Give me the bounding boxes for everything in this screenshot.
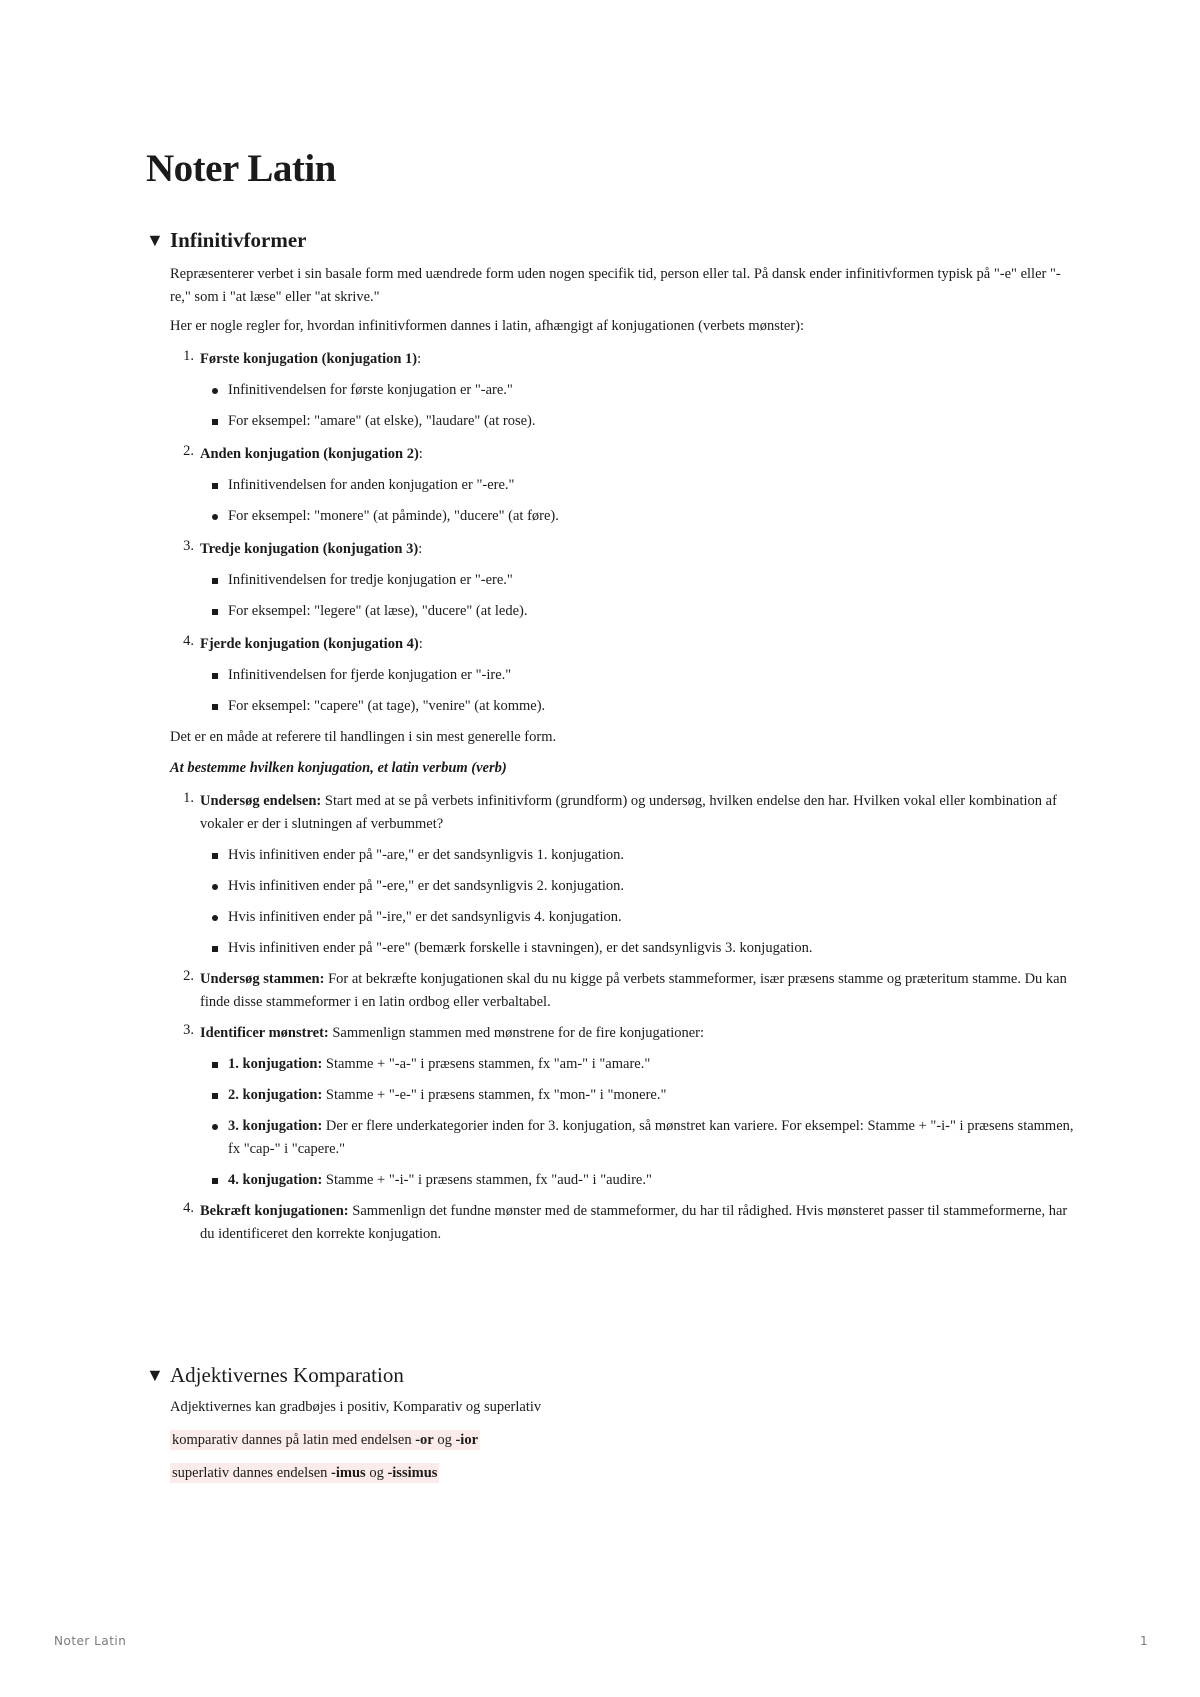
list-number: 3. xyxy=(183,538,194,554)
bullet-list xyxy=(200,1053,1076,1192)
bullet-item xyxy=(200,906,1076,929)
bullet-bold: 1. konjugation: xyxy=(228,1056,323,1072)
list-number: 4. xyxy=(183,1200,194,1216)
bullet-icon xyxy=(212,388,218,394)
bullet-text: Hvis infinitiven ender på "-are," er det sandsynligvis 1. konjugation. xyxy=(228,847,625,863)
conjugation-heading xyxy=(200,633,1076,656)
conjugation-label: Første konjugation (konjugation 1) xyxy=(200,351,418,367)
bullet-item xyxy=(200,937,1076,960)
toggle-header[interactable] xyxy=(146,1360,1076,1390)
bullet-text: Der er flere underkategorier inden for 3. konjugation, så mønstret kan variere. For eksempel: Stamme + "-i-" i præsens stammen, fx "cap-" i "capere." xyxy=(228,1118,1074,1157)
conjugation-label: Anden konjugation (konjugation 2) xyxy=(200,446,419,462)
bullet-icon xyxy=(212,514,218,520)
conjugation-list xyxy=(170,348,1076,718)
list-number: 3. xyxy=(183,1022,194,1038)
conjugation-item xyxy=(170,538,1076,623)
triangle-down-icon[interactable]: ▼ xyxy=(146,1365,164,1385)
bullet-text: Infinitivendelsen for fjerde konjugation er "-ire." xyxy=(228,667,512,683)
bullet-text: Hvis infinitiven ender på "-ere" (bemærk forskelle i stavningen), er det sandsynligvis 3. konjugation. xyxy=(228,940,813,956)
conjugation-item xyxy=(170,633,1076,718)
bullet-text: For eksempel: "monere" (at påminde), "ducere" (at føre). xyxy=(228,508,559,524)
ending-or: -or xyxy=(415,1432,434,1448)
bullet-text: Hvis infinitiven ender på "-ire," er det sandsynligvis 4. konjugation. xyxy=(228,909,622,925)
bullet-item xyxy=(200,844,1076,867)
text: og xyxy=(433,1432,456,1448)
section-heading: Adjektivernes Komparation xyxy=(170,1362,404,1387)
komparation-line-3 xyxy=(170,1462,1076,1485)
step-item xyxy=(170,968,1076,1014)
bullet-icon xyxy=(212,578,218,584)
step-body: Sammenlign stammen med mønstrene for de fire konjugationer: xyxy=(328,1025,705,1041)
conjugation-label: Tredje konjugation (konjugation 3) xyxy=(200,541,419,557)
step-label: Identificer mønstret: xyxy=(200,1025,329,1041)
bullet-list xyxy=(200,474,1076,528)
bullet-text: Stamme + "-a-" i præsens stammen, fx "am-" i "amare." xyxy=(322,1056,651,1072)
ending-imus: -imus xyxy=(331,1465,366,1481)
subheading-text: At bestemme hvilken konjugation, et latin verbum (verb) xyxy=(170,760,507,776)
list-number: 2. xyxy=(183,968,194,984)
toggle-header[interactable] xyxy=(146,225,1076,255)
list-number: 4. xyxy=(183,633,194,649)
komparation-line-2 xyxy=(170,1429,1076,1452)
bullet-item xyxy=(200,695,1076,718)
page-number: 1 xyxy=(1140,1634,1148,1648)
bullet-item xyxy=(200,664,1076,687)
list-number: 1. xyxy=(183,348,194,364)
bullet-text: For eksempel: "capere" (at tage), "venire" (at komme). xyxy=(228,698,546,714)
bullet-icon xyxy=(212,1124,218,1130)
step-label: Bekræft konjugationen: xyxy=(200,1203,349,1219)
bullet-item xyxy=(200,379,1076,402)
bullet-icon xyxy=(212,915,218,921)
step-text xyxy=(200,1200,1076,1246)
bullet-item xyxy=(200,600,1076,623)
colon: : xyxy=(418,541,423,557)
bullet-bold: 2. konjugation: xyxy=(228,1087,323,1103)
bullet-list xyxy=(200,664,1076,718)
bullet-list xyxy=(200,379,1076,433)
bullet-text: Infinitivendelsen for første konjugation er "-are." xyxy=(228,382,513,398)
bullet-bold: 4. konjugation: xyxy=(228,1172,323,1188)
bullet-icon xyxy=(212,1093,218,1099)
triangle-down-icon[interactable]: ▼ xyxy=(146,230,164,250)
step-body: Sammenlign det fundne mønster med de stammeformer, du har til rådighed. Hvis mønsteret passer til stammeformerne, har du identificeret den korrekte konjugation. xyxy=(200,1203,1068,1242)
page-title: Noter Latin xyxy=(146,147,336,190)
list-number: 1. xyxy=(183,790,194,806)
bullet-icon xyxy=(212,1062,218,1068)
bullet-bold: 3. konjugation: xyxy=(228,1118,323,1134)
steps-list xyxy=(170,790,1076,1246)
intro-paragraph: Repræsenterer verbet i sin basale form med uændrede form uden nogen specifik tid, person eller tal. På dansk ender infinitivformen typisk på "-e" eller "-re," som i "at læse" eller "at skrive." xyxy=(170,266,1061,305)
colon: : xyxy=(418,446,423,462)
highlight-komparativ xyxy=(170,1430,480,1450)
bullet-icon xyxy=(212,419,218,425)
bullet-icon xyxy=(212,853,218,859)
step-text xyxy=(200,968,1076,1014)
text: og xyxy=(365,1465,388,1481)
bullet-text: Hvis infinitiven ender på "-ere," er det sandsynligvis 2. konjugation. xyxy=(228,878,625,894)
ending-ior: -ior xyxy=(455,1432,479,1448)
ending-issimus: -issimus xyxy=(387,1465,438,1481)
conjugation-item xyxy=(170,443,1076,528)
bullet-icon xyxy=(212,1178,218,1184)
bullet-item xyxy=(200,410,1076,433)
step-item xyxy=(170,1200,1076,1246)
bullet-list xyxy=(200,844,1076,960)
bullet-item xyxy=(200,474,1076,497)
conjugation-label: Fjerde konjugation (konjugation 4) xyxy=(200,636,419,652)
bullet-icon xyxy=(212,946,218,952)
bullet-icon xyxy=(212,609,218,615)
step-body: Start med at se på verbets infinitivform (grundform) og undersøg, hvilken endelse den har. Hvilken vokal eller kombination af vokaler er der i slutningen af verbummet? xyxy=(200,793,1057,832)
conjugation-heading xyxy=(200,538,1076,561)
colon: : xyxy=(418,636,423,652)
step-label: Undersøg stammen: xyxy=(200,971,325,987)
bullet-text: Stamme + "-e-" i præsens stammen, fx "mon-" i "monere." xyxy=(322,1087,667,1103)
bullet-item xyxy=(200,1084,1076,1107)
bullet-item xyxy=(200,569,1076,592)
section-heading: Infinitivformer xyxy=(170,227,307,252)
conjugation-heading xyxy=(200,348,1076,371)
conjugation-heading xyxy=(200,443,1076,466)
step-text xyxy=(200,790,1076,836)
bullet-item xyxy=(200,875,1076,898)
bullet-icon xyxy=(212,483,218,489)
step-text xyxy=(200,1022,1076,1045)
bullet-item xyxy=(200,1053,1076,1076)
bullet-text: Stamme + "-i-" i præsens stammen, fx "aud-" i "audire." xyxy=(322,1172,652,1188)
bullet-icon xyxy=(212,673,218,679)
summary-paragraph: Det er en måde at referere til handlingen i sin mest generelle form. xyxy=(170,729,557,745)
bullet-text: Infinitivendelsen for anden konjugation er "-ere." xyxy=(228,477,515,493)
text: superlativ dannes endelsen xyxy=(172,1465,332,1481)
list-number: 2. xyxy=(183,443,194,459)
bullet-icon xyxy=(212,704,218,710)
bullet-text: For eksempel: "amare" (at elske), "laudare" (at rose). xyxy=(228,413,536,429)
bullet-text: For eksempel: "legere" (at læse), "ducere" (at lede). xyxy=(228,603,528,619)
step-item xyxy=(170,1022,1076,1192)
toggle-section-infinitivformer xyxy=(146,225,1076,1246)
colon: : xyxy=(417,351,422,367)
conjugation-item xyxy=(170,348,1076,433)
bullet-item xyxy=(200,1115,1076,1161)
step-item xyxy=(170,790,1076,960)
step-label: Undersøg endelsen: xyxy=(200,793,322,809)
bullet-item xyxy=(200,1169,1076,1192)
highlight-superlativ xyxy=(170,1463,439,1483)
footer-title: Noter Latin xyxy=(54,1634,127,1648)
intro-paragraph-2: Her er nogle regler for, hvordan infinitivformen dannes i latin, afhængigt af konjugationen (verbets mønster): xyxy=(170,318,805,334)
bullet-text: Infinitivendelsen for tredje konjugation er "-ere." xyxy=(228,572,513,588)
step-body: For at bekræfte konjugationen skal du nu kigge på verbets stammeformer, især præsens stamme og præteritum stamme. Du kan finde disse stammeformer i en latin ordbog eller verbaltabel. xyxy=(200,971,1067,1010)
subheading xyxy=(170,757,1076,780)
text: komparativ dannes på latin med endelsen xyxy=(172,1432,416,1448)
bullet-list xyxy=(200,569,1076,623)
bullet-icon xyxy=(212,884,218,890)
komparation-line-1: Adjektivernes kan gradbøjes i positiv, Komparativ og superlativ xyxy=(170,1399,542,1415)
toggle-section-komparation xyxy=(146,1360,1076,1485)
bullet-item xyxy=(200,505,1076,528)
